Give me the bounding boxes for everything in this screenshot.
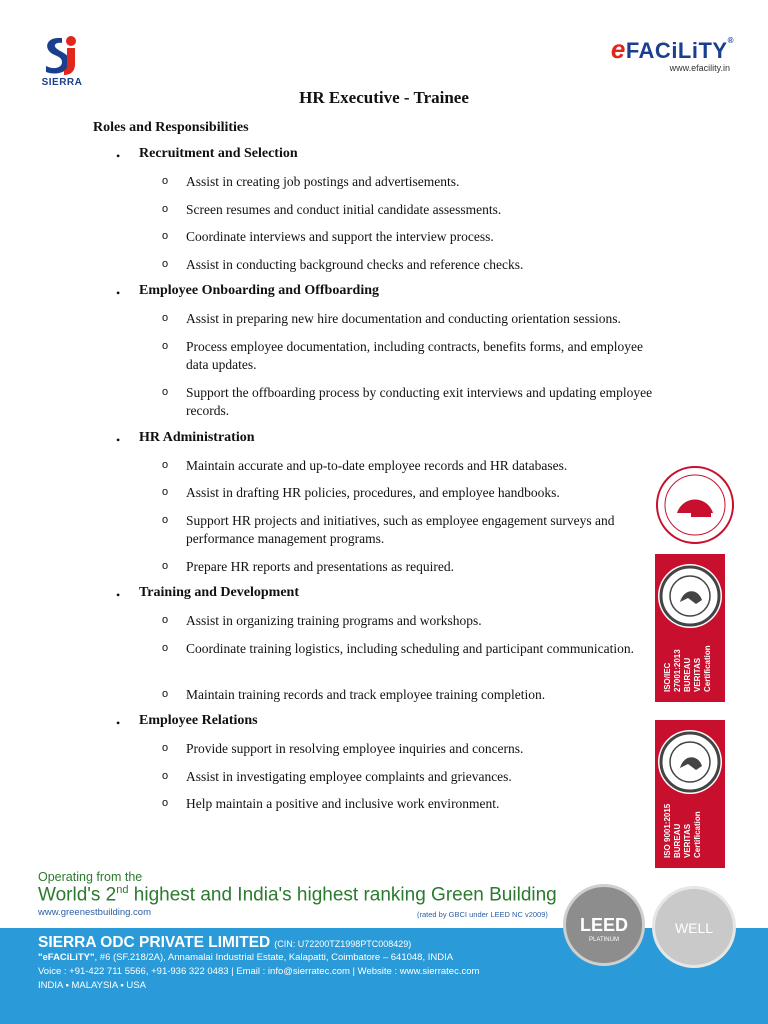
group-heading xyxy=(0,145,768,165)
list-item-text: Assist in organizing training programs and workshops. xyxy=(186,613,482,628)
bullet-icon: • xyxy=(116,716,121,730)
sub-bullet-icon: o xyxy=(162,175,169,187)
efacility-url[interactable]: www.efacility.in xyxy=(669,63,730,73)
greenest-building-link[interactable]: www.greenestbuilding.com xyxy=(38,907,152,918)
company-countries: INDIA ▪ MALAYSIA ▪ USA xyxy=(38,980,146,991)
list-item-text: Coordinate interviews and support the interview process. xyxy=(186,229,494,244)
group-heading xyxy=(0,584,768,604)
group-heading-label: Employee Onboarding and Offboarding xyxy=(139,283,379,298)
group-heading xyxy=(0,429,768,449)
group-heading-label: Recruitment and Selection xyxy=(139,146,298,161)
bullet-icon: • xyxy=(116,286,121,300)
list-item-text: Support the offboarding process by conducting exit interviews and updating employee records. xyxy=(186,384,653,418)
company-address: "eFACiLiTY", #6 (SF.218/2A), Annamalai Industrial Estate, Kalapatti, Coimbatore – 641048, INDIA xyxy=(38,952,454,963)
iso-45001-seal-icon xyxy=(655,465,735,545)
list-item-text: Process employee documentation, including contracts, benefits forms, and employee data updates. xyxy=(186,338,643,372)
bullet-icon: • xyxy=(116,588,121,602)
bureau-veritas-label: ISO 9001:2015 BUREAU VERITAS Certification xyxy=(663,803,702,858)
sub-bullet-icon: o xyxy=(162,641,169,654)
rated-note: (rated by GBCI under LEED NC v2009) xyxy=(417,910,548,919)
group-heading-label: HR Administration xyxy=(139,429,255,445)
efacility-wordmark: eFACiLiTY® xyxy=(610,34,734,64)
sierra-wordmark: SIERRA xyxy=(41,77,83,88)
sub-bullet-icon: o xyxy=(162,742,169,754)
bullet-icon: • xyxy=(116,432,121,447)
sub-bullet-icon: o xyxy=(162,385,169,398)
bureau-veritas-seal-icon xyxy=(658,730,722,794)
bureau-veritas-seal-icon xyxy=(658,564,722,628)
list-item-text: Maintain training records and track employee training completion. xyxy=(186,686,546,702)
sub-bullet-icon: o xyxy=(162,230,169,242)
list-item-text: Maintain accurate and up-to-date employee records and HR databases. xyxy=(186,457,568,473)
list-item-text: Assist in drafting HR policies, procedures, and employee handbooks. xyxy=(186,485,560,500)
sub-bullet-icon: o xyxy=(162,559,169,572)
sub-bullet-icon: o xyxy=(162,687,169,700)
list-item-text: Provide support in resolving employee inquiries and concerns. xyxy=(186,741,524,756)
sierra-logo-icon xyxy=(40,34,84,76)
sierra-logo xyxy=(36,34,88,90)
sub-bullet-icon: o xyxy=(162,614,169,626)
bureau-veritas-label: ISO/IEC 27001:2013 BUREAU VERITAS Certification xyxy=(663,645,712,692)
sub-bullet-icon: o xyxy=(162,769,169,782)
list-item-text: Assist in creating job postings and advertisements. xyxy=(186,174,460,189)
leed-platinum-badge-icon: LEED PLATINUM xyxy=(563,884,645,966)
document-title: HR Executive - Trainee xyxy=(299,88,469,107)
operating-from-text: Operating from the xyxy=(38,870,143,884)
bureau-veritas-badge-9001 xyxy=(655,720,725,868)
sub-bullet-icon: o xyxy=(162,339,169,352)
bureau-veritas-badge-27001 xyxy=(655,554,725,702)
list-item-text: Support HR projects and initiatives, such as employee engagement surveys and performance management programs. xyxy=(186,512,615,546)
list-item-text: Assist in preparing new hire documentation and conducting orientation sessions. xyxy=(186,311,621,326)
green-building-headline: World's 2nd highest and India's highest ranking Green Building xyxy=(38,884,557,906)
list-item-text: Help maintain a positive and inclusive work environment. xyxy=(186,796,500,811)
group-heading xyxy=(0,712,768,732)
group-heading-label: Training and Development xyxy=(139,585,299,600)
group-heading-label: Employee Relations xyxy=(139,713,258,728)
sub-bullet-icon: o xyxy=(162,257,169,270)
company-name: SIERRA ODC PRIVATE LIMITED (CIN: U72200TZ1998PTC008429) xyxy=(38,934,412,951)
company-contact: Voice : +91-422 711 5566, +91-936 322 0483 | Email : info@sierratec.com | Website : www.sierratec.com xyxy=(38,966,480,977)
sub-bullet-icon: o xyxy=(162,202,169,215)
sub-bullet-icon: o xyxy=(162,513,169,526)
bullet-icon: • xyxy=(116,149,121,163)
list-item-text: Prepare HR reports and presentations as required. xyxy=(186,558,455,574)
sub-bullet-icon: o xyxy=(162,486,169,498)
efacility-logo xyxy=(584,34,734,76)
list-item-text: Coordinate training logistics, including scheduling and participant communication. xyxy=(186,640,635,656)
well-badge-icon: WELL xyxy=(652,886,736,968)
sub-bullet-icon: o xyxy=(162,797,169,809)
sub-bullet-icon: o xyxy=(162,458,169,471)
sub-bullet-icon: o xyxy=(162,312,169,324)
list-item-text: Assist in conducting background checks and reference checks. xyxy=(186,256,524,272)
list-item-text: Screen resumes and conduct initial candidate assessments. xyxy=(186,201,502,217)
group-heading xyxy=(0,282,768,302)
section-title: Roles and Responsibilities xyxy=(93,120,249,135)
list-item-text: Assist in investigating employee complaints and grievances. xyxy=(186,768,512,784)
